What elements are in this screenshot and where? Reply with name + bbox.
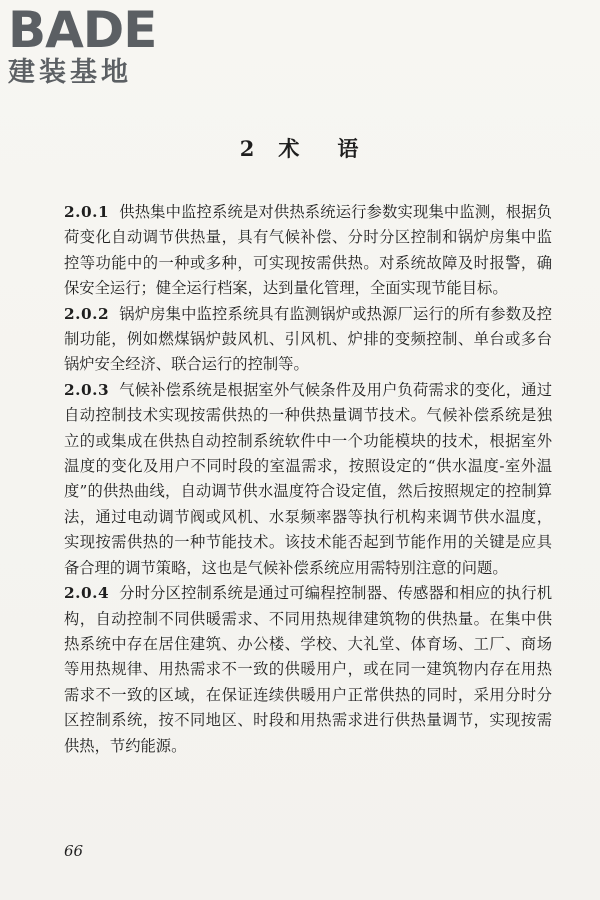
- clause-2-0-2: [64, 302, 552, 378]
- clause-number: 2.0.4: [64, 584, 110, 603]
- section-heading: [0, 133, 600, 163]
- clause-2-0-4: [64, 581, 552, 759]
- clause-text: 供热集中监控系统是对供热系统运行参数实现集中监测，根据负荷变化自动调节供热量，具有气候补偿、分时分区控制和锅炉房集中监控等功能中的一种或多种，可实现按需供热。对系统故障及时报警，确保安全运行；健全运行档案，达到量化管理，全面实现节能目标。: [64, 203, 552, 298]
- bade-logo: [8, 1, 178, 88]
- clause-number: 2.0.1: [64, 203, 110, 221]
- clause-text: 锅炉房集中监控系统具有监测锅炉或热源厂运行的所有参数及控制功能，例如燃煤锅炉鼓风机、引风机、炉排的变频控制、单台或多台锅炉安全经济、联合运行的控制等。: [64, 304, 552, 374]
- clause-text: 分时分区控制系统是通过可编程控制器、传感器和相应的执行机构，自动控制不同供暖需求、不同用热规律建筑物的供热量。在集中供热系统中存在居住建筑、办公楼、学校、大礼堂、体育场、工厂、商场等用热规律、用热需求不一致的供暖用户，或在同一建筑物内存在用热需求不一致的区域，在保证连续供暖用户正常供热的同时，采用分时分区控制系统，按不同地区、时段和用热需求进行供热量调节，实现按需供热，节约能源。: [64, 584, 552, 755]
- terms-body: [64, 200, 552, 759]
- section-number: 2: [239, 136, 257, 161]
- section-title-char-1: 术: [278, 136, 302, 161]
- clause-2-0-3: [64, 378, 552, 581]
- clause-text: 气候补偿系统是根据室外气候条件及用户负荷需求的变化，通过自动控制技术实现按需供热的一种供热量调节技术。气候补偿系统是独立的或集成在供热自动控制系统软件中一个功能模块的技术，根据室外温度的变化及用户不同时段的室温需求，按照设定的“供水温度-室外温度”的供热曲线，自动调节供水温度符合设定值，然后按照规定的控制算法，通过电动调节阀或风机、水泵频率器等执行机构来调节供水温度，实现按需供热的一种节能技术。该技术能否起到节能作用的关键是应具备合理的调节策略，这也是气候补偿系统应用需特别注意的问题。: [64, 380, 552, 577]
- section-title-char-2: 语: [337, 136, 361, 161]
- logo-subtitle: 建装基地: [8, 57, 132, 88]
- clause-number: 2.0.3: [64, 380, 110, 399]
- logo-word: BADE: [8, 1, 157, 59]
- clause-number: 2.0.2: [64, 304, 110, 323]
- page-number: 66: [64, 842, 84, 860]
- clause-2-0-1: [64, 200, 552, 302]
